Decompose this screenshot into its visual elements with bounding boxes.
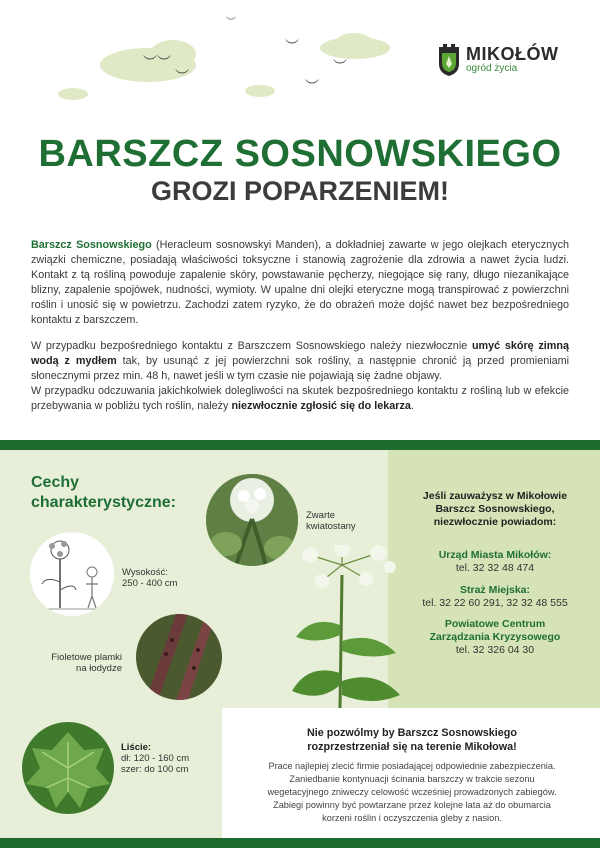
closing-text-line: korzeni roślin i oczyszczenia gleby z nasion.: [322, 813, 502, 823]
contact-phone[interactable]: tel. 32 326 04 30: [455, 644, 535, 656]
leaf-label: Liście:: [121, 742, 152, 753]
features-heading-line: charakterystyczne:: [31, 494, 176, 511]
contact-name: Urząd Miasta Mikołów:: [438, 549, 552, 561]
advice-text: tak, by usunąć z jej powierzchni sok rośliny, a następnie chronić ją przed promieniami słonecznymi przez min. 48 h, nawet jeśli w tym czasie nie pojawiają się żadne objawy.: [31, 354, 569, 382]
stem-spots-label: [30, 652, 122, 674]
city-logo: [438, 44, 558, 76]
city-crest-icon: [438, 44, 460, 76]
height-illustration: [30, 532, 114, 616]
closing-headline: [238, 726, 586, 754]
contacts-panel: [388, 450, 600, 708]
contact-city-guard: [392, 584, 598, 610]
advice-highlight: niezwłocznie zgłosić się do lekarza: [231, 399, 411, 412]
intro-text: (Heracleum sosnowskyi Manden), a dokładniej zawarte w jego olejkach eterycznych związki chemiczne, posiadają właściwości toksyczne i stanowią zagrożenie dla zdrowia a nawet życia ludzi. Kontakt z tą rośliną powoduje zapalenie skóry, powstawanie pęcherzy, niegojące się rany, długo niezanikające blizny, zapalenie spojówek, nudności, wymioty. W upalne dni olejki eteryczne mogą transpirować z powierzchni roślin i unosić się w powietrzu. Zachodzi zatem ryzyko, że do obrażeń może dojść nawet bez bezpośredniego kontaktu z barszczem.: [31, 239, 569, 326]
contact-city-office: [392, 549, 598, 575]
contact-phone[interactable]: tel. 32 32 48 474: [455, 562, 535, 574]
stem-spots-label-line: na łodydze: [76, 663, 122, 674]
umbels-photo: [206, 474, 298, 566]
leaf-length: dł: 120 - 160 cm: [121, 753, 190, 764]
closing-text: [238, 760, 586, 825]
section-divider: [0, 440, 600, 450]
bird-icon: ︶: [226, 17, 236, 28]
closing-headline-line: Nie pozwólmy by Barszcz Sosnowskiego: [307, 727, 517, 739]
features-heading-line: Cechy: [31, 474, 80, 491]
cloud: [58, 88, 88, 100]
advice-paragraph: [31, 339, 569, 414]
height-label: Wysokość:: [122, 567, 168, 578]
advice-text: W przypadku odczuwania jakichkolwiek dolegliwości na skutek bezpośredniego kontaktu z rośliną lub w efekcie przebywania w pobliżu tych roślin, należy: [31, 384, 569, 412]
closing-text-line: wegetacyjnego zniweczy celowość wcześniej prowadzonych zabiegów.: [267, 787, 557, 797]
stem-spots-label-line: Fioletowe plamki: [51, 652, 122, 663]
height-value: 250 - 400 cm: [122, 578, 178, 589]
umbels-label-line: Zwarte: [306, 510, 336, 521]
bird-icon: ︶︶: [143, 55, 171, 71]
closing-text-line: Zabiegi powinny być powtarzane przez kolejne lata aż do obumarcia: [273, 800, 551, 810]
page-title: BARSZCZ SOSNOWSKIEGO: [38, 133, 562, 175]
advice-highlight: umyć skórę zimną wodą z mydłem: [31, 340, 569, 367]
leaf-width: szer: do 100 cm: [121, 764, 189, 775]
contact-name: Zarządzania Kryzysowego: [429, 631, 561, 643]
report-intro-line: Barszcz Sosnowskiego,: [435, 503, 555, 515]
closing-text-line: Zaniedbanie kontynuacji ścinania barszczy w trakcie sezonu: [289, 774, 535, 784]
report-intro: [392, 490, 598, 529]
cloud: [245, 85, 275, 97]
intro-paragraph: [31, 238, 569, 327]
logo-tagline: ogród życia: [466, 63, 518, 74]
features-heading: [31, 473, 176, 513]
bird-icon: ︶: [305, 79, 319, 95]
height-info: [122, 567, 177, 589]
umbels-label: [306, 510, 356, 532]
advice-text: .: [410, 399, 414, 412]
footer-band: [0, 838, 600, 848]
page-subtitle: GROZI POPARZENIEM!: [150, 176, 449, 206]
leaf-photo: [22, 722, 114, 814]
contact-name: Straż Miejska:: [459, 584, 531, 596]
bird-icon: ︶: [175, 69, 189, 85]
report-intro-line: niezwłocznie powiadom:: [433, 516, 557, 528]
logo-name: MIKOŁÓW: [466, 44, 559, 64]
umbels-label-line: kwiatostany: [306, 521, 356, 532]
bird-icon: ︶: [333, 59, 347, 75]
plant-illustration: [292, 545, 402, 708]
report-intro-line: Jeśli zauważysz w Mikołowie: [422, 490, 568, 502]
stem-spots-photo: [136, 614, 222, 700]
intro-lead: Barszcz Sosnowskiego: [31, 239, 152, 251]
contact-phone[interactable]: tel. 32 22 60 291, 32 32 48 555: [422, 597, 568, 609]
contact-crisis-center: [392, 618, 598, 657]
contact-name: Powiatowe Centrum: [444, 618, 546, 630]
leaf-info: [121, 742, 189, 775]
cloud: [336, 33, 372, 51]
closing-headline-line: rozprzestrzeniał się na terenie Mikołowa!: [307, 741, 517, 753]
advice-text: W przypadku bezpośredniego kontaktu z Barszczem Sosnowskiego należy niezwłocznie: [31, 340, 472, 352]
bird-icon: ︶: [285, 39, 299, 55]
closing-text-line: Prace najlepiej zlecić firmie posiadającej odpowiednie zabezpieczenia.: [268, 761, 556, 771]
